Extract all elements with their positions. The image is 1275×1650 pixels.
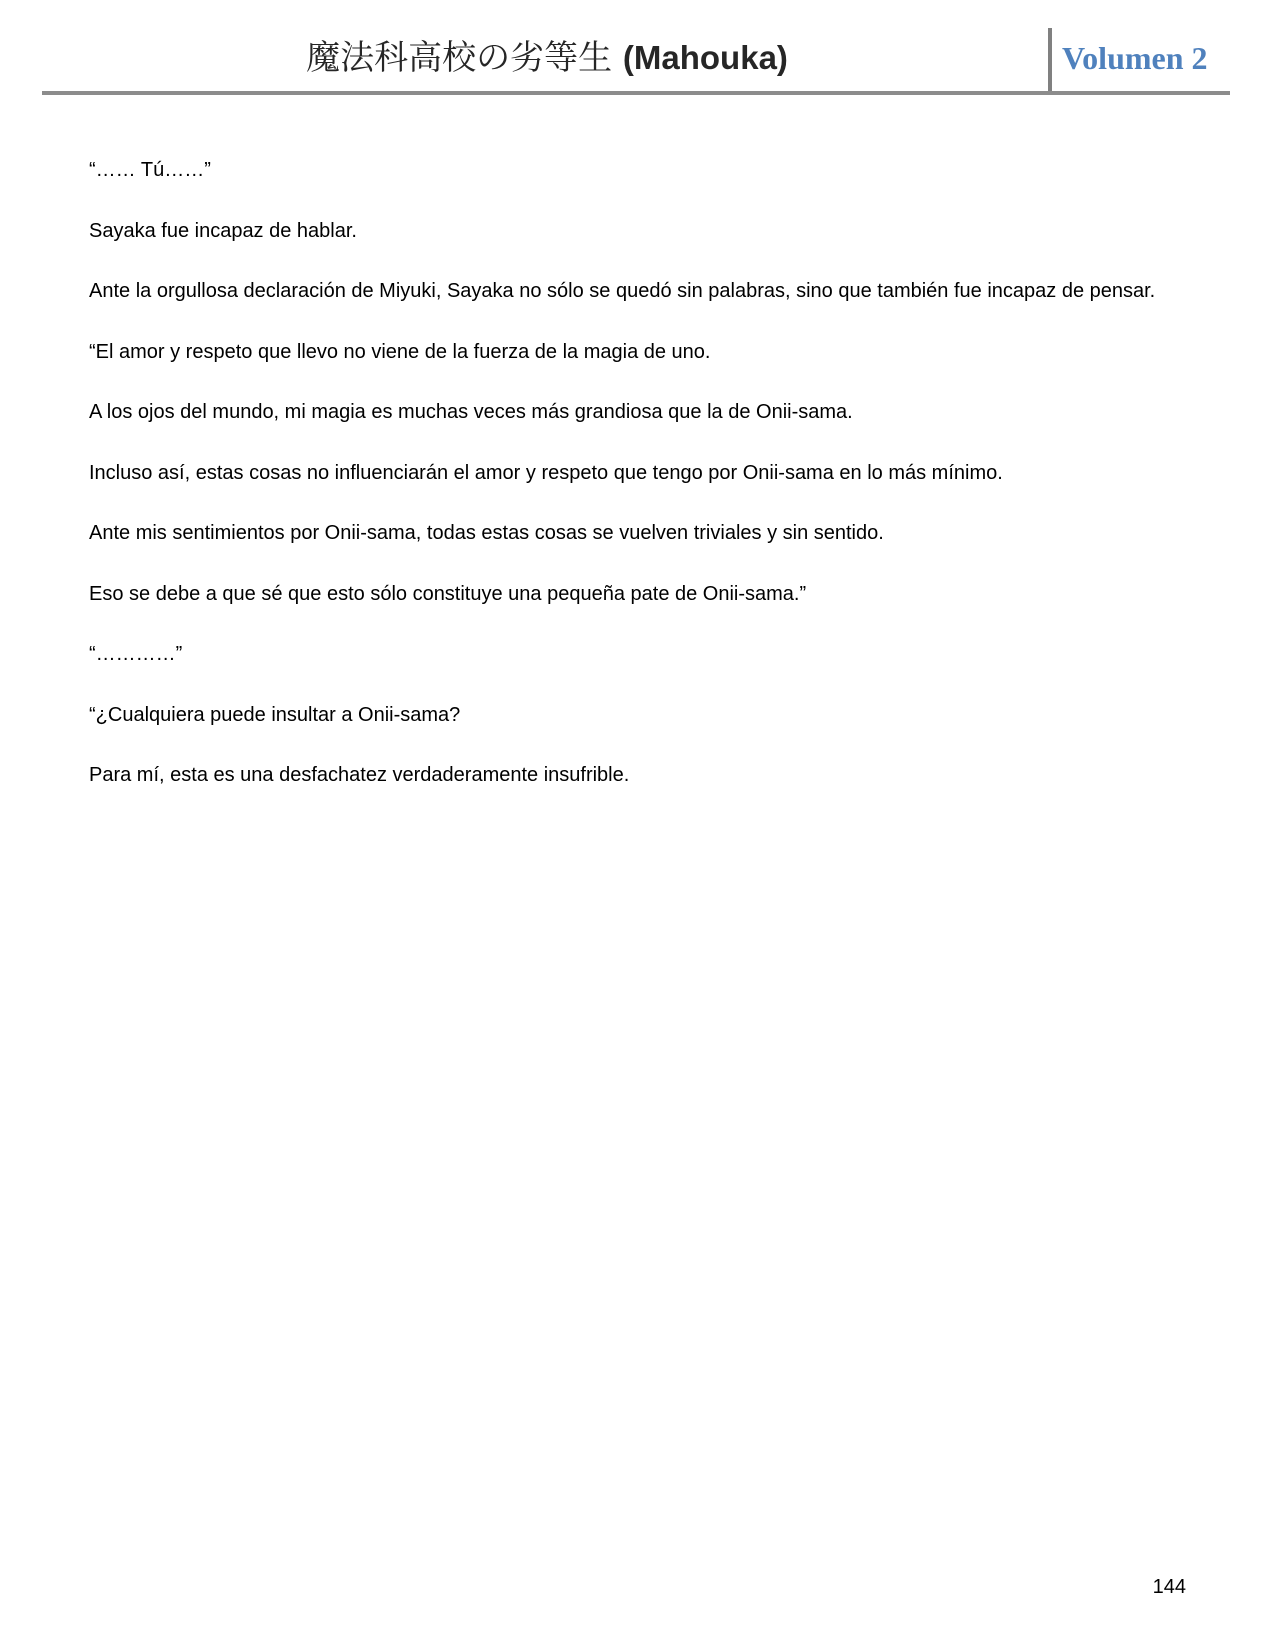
header-divider: [1048, 28, 1052, 92]
paragraph: Ante la orgullosa declaración de Miyuki, Sayaka no sólo se quedó sin palabras, sino que también fue incapaz de pensar.: [89, 280, 1156, 302]
paragraph: “¿Cualquiera puede insultar a Onii-sama?: [89, 703, 461, 726]
page-number: 144: [1152, 1576, 1186, 1598]
page-body: [89, 155, 1185, 821]
book-title-japanese: 魔法科高校の劣等生: [306, 38, 613, 78]
paragraph: Eso se debe a que sé que esto sólo constituye una pequeña pate de Onii-sama.”: [89, 582, 807, 605]
header-rule: [42, 91, 1230, 95]
volume-label: Volumen 2: [1062, 40, 1208, 76]
paragraph: Para mí, esta es una desfachatez verdaderamente insufrible.: [89, 764, 630, 786]
paragraph: Ante mis sentimientos por Onii-sama, todas estas cosas se vuelven triviales y sin sentido.: [89, 522, 884, 544]
book-title-latin: (Mahouka): [622, 39, 788, 76]
paragraph: Sayaka fue incapaz de hablar.: [89, 219, 357, 242]
paragraph: “El amor y respeto que llevo no viene de la fuerza de la magia de uno.: [89, 340, 711, 363]
paragraph: “…………”: [89, 643, 183, 665]
paragraph: Incluso así, estas cosas no influenciarán el amor y respeto que tengo por Onii-sama en lo más mínimo.: [89, 461, 1003, 484]
book-title: [42, 36, 1052, 80]
paragraph: A los ojos del mundo, mi magia es muchas veces más grandiosa que la de Onii-sama.: [89, 401, 853, 423]
paragraph: “…… Tú……”: [89, 159, 211, 181]
page-header: [42, 28, 1230, 94]
